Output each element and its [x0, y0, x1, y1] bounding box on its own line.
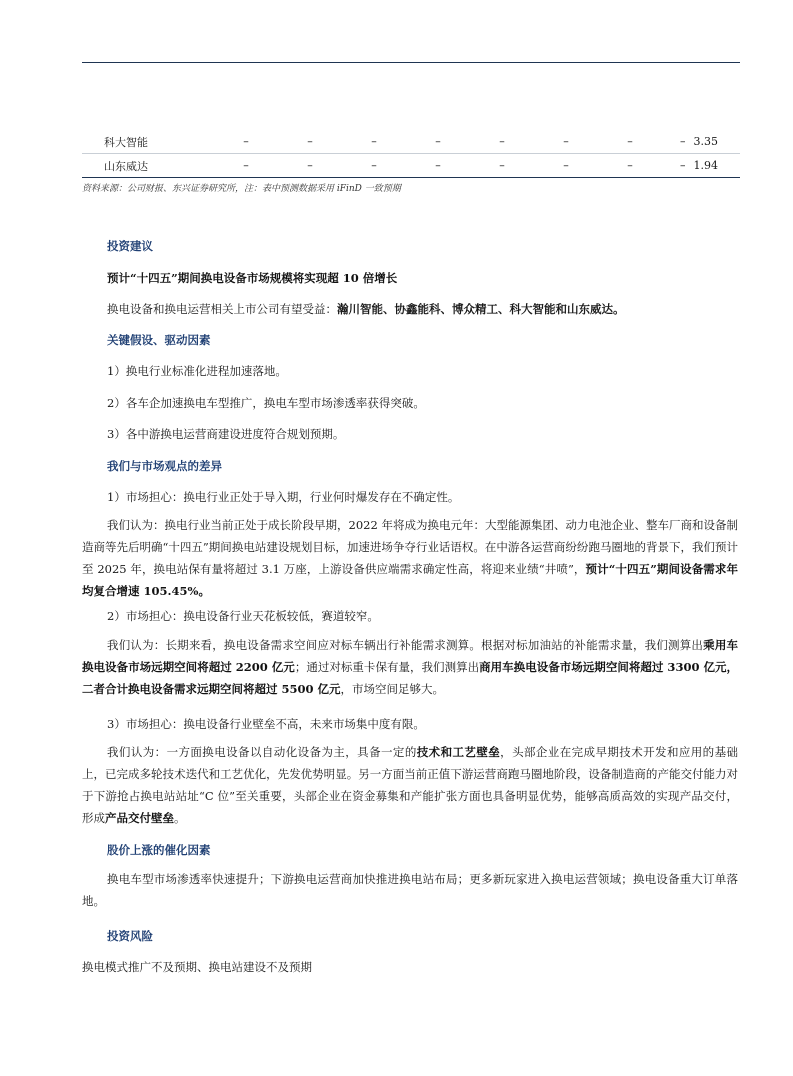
section-heading-invest: 投资建议	[107, 239, 153, 253]
header-rule	[82, 62, 740, 63]
table-cell: –	[342, 154, 406, 178]
headline: 预计“十四五”期间换电设备市场规模将实现超 10 倍增长	[107, 271, 398, 285]
company-name: 山东威达	[82, 154, 214, 178]
table-row	[82, 154, 740, 178]
table-cell: –	[342, 130, 406, 154]
our-view-2	[82, 634, 738, 700]
table-cell: –	[278, 154, 342, 178]
view-highlight: 技术和工艺壁垒	[416, 745, 501, 759]
table-cell: –	[470, 154, 534, 178]
table-cell: –	[534, 154, 598, 178]
market-concern-1: 1）市场担心：换电行业正处于导入期，行业何时爆发存在不确定性。	[107, 490, 460, 504]
table-cell: –	[406, 154, 470, 178]
view-highlight: 产品交付壁垒	[105, 811, 174, 825]
view-text: ，头部企业在完成早期技术开发和应用的基础上，已完成多轮技术迭代和工艺优化，先发优势明显。另一方面当前正值下游运营商跑马圈地阶段，设备制造商的产能交付能力对于下游抢占换电站站址“C 位”至关重要，头部企业在资金募集和产能扩张方面也具备明显优势，能够高质高效的实现产品交付，形成	[82, 745, 739, 825]
view-highlight: 预计“十四五”期间设备需求年均复合增速 105.45%。	[82, 562, 738, 598]
beneficiary-companies: 瀚川智能、协鑫能科、博众精工、科大智能和山东威达。	[337, 302, 625, 316]
catalyst-text: 换电车型市场渗透率快速提升；下游换电运营商加快推进换电站布局；更多新玩家进入换电运营领域；换电设备重大订单落地。	[82, 872, 738, 908]
view-text: ；通过对标重卡保有量，我们测算出	[294, 660, 480, 674]
section-heading-risk: 投资风险	[107, 929, 153, 943]
table-cell: –	[470, 130, 534, 154]
view-text: ，市场空间足够大。	[340, 682, 445, 696]
view-highlight: 商用车换电设备市场远期空间将超过 3300 亿元，二者合计换电设备需求远期空间将超过 5500 亿元	[82, 660, 739, 696]
table-cell: –	[214, 154, 278, 178]
our-view-3	[82, 741, 738, 829]
section-heading-catalyst: 股价上涨的催化因素	[107, 843, 211, 857]
risk-text: 换电模式推广不及预期、换电站建设不及预期	[82, 960, 312, 974]
table-cell: –	[214, 130, 278, 154]
table-cell-value: 3.35	[693, 135, 718, 148]
table-cell: –	[598, 154, 662, 178]
source-note: 资料来源：公司财报、东兴证券研究所，注：表中预测数据采用 iFinD 一致预期	[82, 184, 401, 194]
view-text: 我们认为：长期来看，换电设备需求空间应对标车辆出行补能需求测算。根据对标加油站的补能需求量，我们测算出	[107, 638, 704, 652]
view-text: 我们认为：换电行业当前正处于成长阶段早期，2022 年将成为换电元年：大型能源集团、动力电池企业、整车厂商和设备制造商等先后明确“十四五”期间换电站建设规划目标，加速进场争夺行业话语权。在中游各运营商纷纷跑马圈地的背景下，我们预计至 2025 年，换电站保有量将超过 3.1 万座，上游设备供应端需求确定性高，将迎来业绩“井喷”，	[82, 518, 738, 576]
assumption-item: 1）换电行业标准化进程加速落地。	[107, 364, 287, 378]
view-text: 我们认为：一方面换电设备以自动化设备为主，具备一定的	[107, 745, 417, 759]
market-concern-2: 2）市场担心：换电设备行业天花板较低，赛道较窄。	[107, 609, 379, 623]
company-name: 科大智能	[82, 130, 214, 154]
our-view-1	[82, 514, 738, 602]
table-row	[82, 130, 740, 154]
table-cell-value: 1.94	[693, 159, 718, 172]
table-cell: –	[406, 130, 470, 154]
table-cell: –	[534, 130, 598, 154]
forecast-table	[82, 130, 740, 178]
table-cell: –	[598, 130, 662, 154]
beneficiary-prefix: 换电设备和换电运营相关上市公司有望受益：	[107, 302, 337, 316]
section-heading-diff: 我们与市场观点的差异	[107, 459, 222, 473]
table-cell-dash: –	[680, 159, 686, 172]
view-highlight: 乘用车换电设备市场远期空间将超过 2200 亿元	[82, 638, 739, 674]
table-cell: –	[278, 130, 342, 154]
view-text: 。	[174, 811, 186, 825]
section-heading-assumptions: 关键假设、驱动因素	[107, 333, 211, 347]
table-cell	[662, 130, 740, 154]
assumption-item: 2）各车企加速换电车型推广，换电车型市场渗透率获得突破。	[107, 396, 425, 410]
assumption-item: 3）各中游换电运营商建设进度符合规划预期。	[107, 427, 345, 441]
table-cell-dash: –	[680, 135, 686, 148]
table-cell	[662, 154, 740, 178]
beneficiary-line	[107, 301, 625, 317]
market-concern-3: 3）市场担心：换电设备行业壁垒不高，未来市场集中度有限。	[107, 717, 425, 731]
